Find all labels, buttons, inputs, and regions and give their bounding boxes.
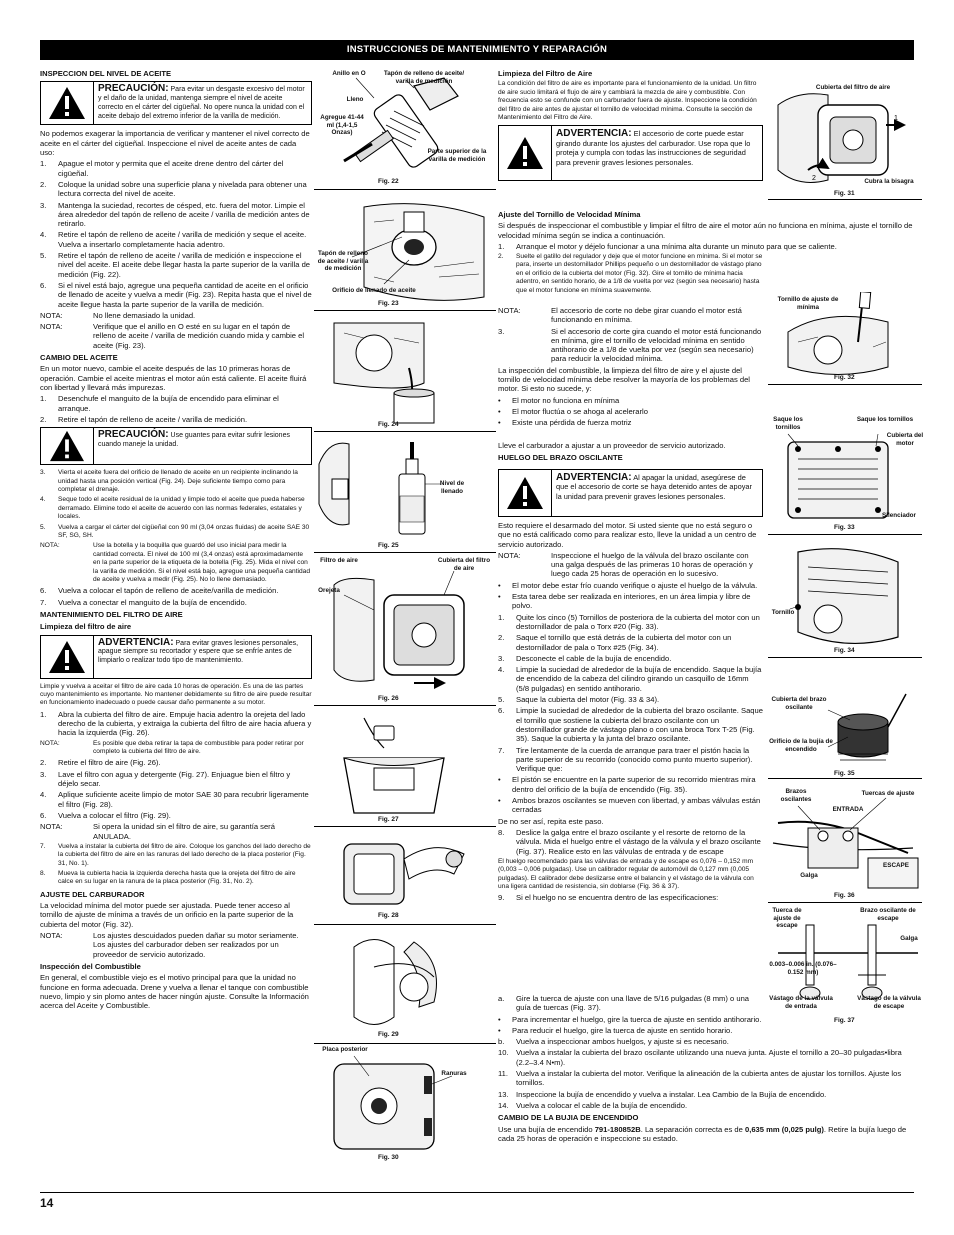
bullet-item: • Para reducir el huelgo, gire la tuerca de ajuste en sentido horario. (498, 1025, 733, 1035)
step-11: 11. Vuelva a instalar la cubierta del motor. Verifique la alineación de la cubierta antes de ajustar los tornillos. Ajuste los tornillos. (498, 1069, 902, 1088)
figure-26: Filtro de aire Cubierta del filtro de aire Orejeta Fig. 26 (314, 555, 496, 705)
list-item: 6. Limpie la suciedad de alrededor de la cubierta del brazo oscilante. Saque el tornillo que sostiene la cubierta del brazo oscilante con un destornillador grande de vástago plano o con una broca Torx T-25 (Fig. 35). Saque la cubierta y la junta del brazo oscilante. (498, 706, 763, 744)
warning-text: Al apagar la unidad, asegúrese de que el accesorio de corte se haya detenido antes de apoyar la unidad para prevenir graves lesiones personales. (556, 473, 752, 501)
caution-title: PRECAUCIÓN: (98, 83, 169, 95)
idle-intro: Si después de inspeccionar el combustible y limpiar el filtro de aire el motor aún no funciona en mínima, ajuste el tornillo de velocidad mínima según se indica a continuación. (498, 221, 913, 240)
list-item: 1. Quite los cinco (5) Tornillos de posteriora de la cubierta del motor con un destornillador de pala o Torx #20 (Fig. 33). (498, 612, 760, 631)
idle-notes (498, 306, 763, 430)
idle-step-1: 1. Arranque el motor y déjelo funcionar a una mínima alta durante un minuto para que se caliente. (498, 241, 837, 251)
warning-triangle-icon (47, 85, 87, 121)
caution-text: Use guantes para evitar sufrir lesiones cuando maneje la unidad. (98, 432, 290, 448)
list-item: 2. Retire el tapón de relleno de aceite / varilla de medición. (40, 414, 248, 424)
fuel-text: En general, el combustible viejo es el motivo principal para que la unidad no funcione en forma adecuada. Drene y vuelva a llenar el tanque con combustible nuevo, limpio y sin plomo antes de hacer ningún ajuste. Consulte la Información acerca del Aceite y Combustible. (40, 973, 309, 1011)
list-item: 8. Mueva la cubierta hacia la izquierda derecha hasta que la orejeta del filtro de aire calce en su lugar en la ranura de la placa posterior (Fig. 31, No. 2). (40, 870, 296, 886)
warning-text: Para evitar graves lesiones personales, apague siempre su recortador y espere que se enfríe antes de limpiarlo o realizar todo tipo de mantenimiento. (98, 639, 299, 665)
warning-box-4 (498, 125, 763, 181)
figure-23: Tapón de relleno de aceite / varilla de medición Orificio de llenado de aceite Fig. 23 (314, 192, 496, 310)
list-item: 5. Saque la cubierta del motor (Fig. 33 & 34). (498, 695, 660, 705)
warning-box-5 (498, 469, 763, 517)
figure-31: 2 1 Cubierta del filtro de aire Cubra la bisagra Fig. 31 (768, 80, 922, 198)
list-item: 3. Vierta el aceite fuera del orificio de llenado de aceite en un recipiente inclinando la unidad hasta una posición vertical (Fig. 24). Deje suficiente tiempo como para completar el drenaje. (40, 469, 298, 493)
oil-change-note: NOTA: Use la botella y la boquilla que guardó del uso inicial para medir la cantidad correcta. El nivel de 100 ml (3,4 onzas) está aproximadamente en la parte superior de la etiqueta de la botella (Fig. 25). Mida el nivel con la varilla de medición. Si el nivel está bajo, agregue una pequeña cantidad de aceite y vuelva a medir (Fig. 25). No lo llene demasiado. (40, 542, 311, 583)
warning-title: ADVERTENCIA: (556, 472, 632, 483)
rocker-step-9: 9. Si el huelgo no se encuentra dentro de las especificaciones: (498, 893, 719, 903)
column-right (498, 66, 763, 185)
rocker-spec: El huelgo recomendado para las válvulas de entrada y de escape es 0,076 – 0,152 mm (0,003 – 0,006 pulgadas). Use un calibrador regular de automóvil de 0,127 mm (0,005 pulgadas). El calibrador debe deslizarse entre el balancín y el vástago de la válvula con una ligera cantidad de resistencia, sin doblarse (Fig. 36 & 37). (498, 857, 754, 891)
filter-intro: Limpie y vuelva a aceitar el filtro de aire cada 10 horas de operación. Es una de las partes cuyo mantenimiento es importante. No mantener debidamente su filtro de aire puede resultar en funcionamiento inadecuado o puede causar daño permanente a su motor. (40, 682, 312, 707)
rear-screw-illustration (768, 537, 922, 657)
list-item: 2. Coloque la unidad sobre una superficie plana y nivelada para obtener una lectura correcta del nivel de aceite. (40, 179, 307, 199)
idle-note: NOTA: El accesorio de corte no debe girar cuando el motor está funcionando en mínima. (498, 306, 742, 325)
spark-plug-heading: CAMBIO DE LA BUJIA DE ENCENDIDO (498, 1113, 639, 1123)
oil-change-heading: CAMBIO DEL ACEITE (40, 353, 118, 363)
step-10: 10. Vuelva a instalar la cubierta del brazo oscilante utilizando una nueva junta. Ajuste el tornillo a 20–30 pulgadas•libra (2.2–3.4 N•m). (498, 1048, 902, 1067)
rocker-bullets-2 (498, 775, 763, 814)
list-item: 4. Limpie la suciedad de alrededor de la bujía de encendido. Saque la bujía de encendido de la cabeza del cilindro girando un casquillo de 16mm (5/8 pulgadas) en sentido antihorario. (498, 665, 762, 693)
figure-28: Fig. 28 (314, 829, 496, 924)
list-item: 5. Vuelva a cargar el cárter del cigüeñal con 90 ml (3,04 onzas fluidas) de aceite SAE 30 SF, SG, SH. (40, 523, 310, 539)
filter-steps-3 (40, 843, 312, 887)
page-number: 14 (40, 1196, 54, 1210)
rocker-intro: Esto requiere el desarmado del motor. Si usted siente que no está seguro o que no está calificado como para realizar esto, lleve la unidad a un centro de servicio autorizado. (498, 521, 757, 549)
oil-check-heading: INSPECCION DEL NIVEL DE ACEITE (40, 69, 172, 78)
caution-text: Para evitar un desgaste excesivo del motor y el daño de la unidad, mantenga siempre el nivel de aceite correcto en el cárter del cigüeñal. No opere nunca la unidad con el aceite debajo del extremo inferior de la varilla de medición. (98, 86, 305, 120)
list-item: 1. Desenchufe el manguito de la bujía de encendido para eliminar el arranque. (40, 394, 279, 413)
rocker-note: NOTA: Inspeccione el huelgo de la válvula del brazo oscilante con una galga después de las primeras 10 horas de operación y luego cada 25 horas de operación en lo sucesivo. (498, 550, 753, 579)
list-item: 2. Saque el tornillo que está detrás de la cubierta del motor con un destornillador de pala o Torx #25 (Fig. 34). (498, 633, 732, 652)
idle-step-2: 2. Suelte el gatillo del regulador y deje que el motor funcione en mínima. Si el motor se para, inserte un destornillador Phillips pequeño o un destornillador de vástago plano en el orificio de la cubierta del motor (Fig. 32). Gire el tornillo de mínima hacia adentro, en sentido horario, de a 1/8 de vuelta por vez (según sea necesario) hasta que el motor funcione en mínima suavemente. (498, 253, 763, 294)
idle-section (498, 207, 920, 253)
list-item: 3. Desconecte el cable de la bujía de encendido. (498, 653, 672, 663)
warning-box-3 (40, 635, 312, 679)
list-item: NOTA: No llene demasiado la unidad. (40, 310, 196, 320)
oil-change-steps-3 (40, 586, 312, 607)
list-item: 7. Vuelva a conectar el manguito de la bujía de encendido. (40, 597, 247, 607)
figure-27: Fig. 27 (314, 708, 496, 826)
carb-intro: La velocidad mínima del motor puede ser ajustada. Puede tener acceso al tornillo de ajuste de mínima a través de un orificio en la parte superior de la cubierta del motor (Fig. 32). (40, 901, 294, 929)
list-item: 1. Apague el motor y permita que el aceite drene dentro del cárter del cigüeñal. (40, 159, 284, 178)
oil-change-intro: En un motor nuevo, cambie el aceite después de las 10 primeras horas de operación. Cambie el aceite mientras el motor aún está caliente. El aceite fluirá con libertad y llevará más impurezas. (40, 364, 307, 392)
idle-end-text: Lleve el carburador a ajustar a un proveedor de servicio autorizado. (498, 441, 726, 450)
bullet-item: • Esta tarea debe ser realizada en interiores, en un área limpia y libre de polvo. (498, 592, 751, 611)
section-banner: INSTRUCCIONES DE MANTENIMIENTO Y REPARACIÓN (40, 40, 914, 60)
clean-filter-text: La condición del filtro de aire es importante para el funcionamiento de la unidad. Un filtro de aire sucio limitará el flujo de aire y cambiará la mezcla de aire y combustible. Con frecuencia esto se confunde con un carburador fuera de ajuste. Inspeccione la condición del filtro de aire antes de ajustar el tornillo de velocidad mínima. Consulte la sección de Mantenimiento del Filtro de Aire. (498, 80, 757, 121)
rocker-bullets-1 (498, 581, 763, 611)
oil-drain-illustration (314, 313, 496, 431)
idle-bullets (498, 396, 763, 428)
air-filter-removal-illustration (314, 555, 496, 705)
list-item: 4. Retire el tapón de relleno de aceite / varilla de medición y seque el aceite. Vuelva a insertarlo completamente hacia adentro. (40, 230, 307, 249)
list-item: 2. Retire el filtro de aire (Fig. 26). (40, 758, 161, 768)
step-14: 14. Vuelva a colocar el cable de la bujía de encendido. (498, 1100, 688, 1110)
bullet-item: • Existe una pérdida de fuerza motriz (498, 418, 632, 428)
warning-triangle-icon (505, 135, 545, 171)
bullet-item: • El motor no funciona en mínima (498, 395, 620, 405)
warning-triangle-icon (47, 429, 87, 463)
list-item: 6. Vuelva a colocar el filtro (Fig. 29). (40, 810, 171, 820)
warning-title: ADVERTENCIA: (98, 636, 174, 648)
idle-heading: Ajuste del Tornillo de Velocidad Mínima (498, 210, 641, 219)
warning-triangle-icon (47, 639, 87, 675)
list-item: 3. Lave el filtro con agua y detergente (Fig. 27). Enjuague bien el filtro y déjelo secar. (40, 769, 291, 789)
figure-34: Tornillo Fig. 34 (768, 537, 922, 657)
step-a: a. Gire la tuerca de ajuste con una llave de 5/16 pulgadas (8 mm) o una guía de tuercas (Fig. 37). (498, 994, 750, 1013)
rocker-repeat: De no ser así, repita este paso. (498, 816, 604, 826)
figure-29: Fig. 29 (314, 927, 496, 1043)
svg-text:1: 1 (894, 115, 898, 122)
carb-heading: AJUSTE DEL CARBURADOR (40, 889, 145, 899)
clean-filter-heading: Limpieza del Filtro de Aire (498, 69, 593, 78)
svg-text:2: 2 (812, 175, 816, 182)
bullet-item: • El motor debe estar frío cuando verifique o ajuste el huelgo de la válvula. (498, 580, 758, 590)
idle-steps (498, 253, 763, 297)
oil-filter-illustration (314, 829, 496, 924)
list-item: NOTA: Verifique que el anillo en O esté en su lugar en el tapón de relleno de aceite / varilla de medición cuando mida y cambie el aceite (Fig. 23). (40, 322, 305, 350)
column-left (40, 66, 312, 1012)
bullet-item: • Ambos brazos oscilantes se mueven con libertad, y ambas válvulas están cerradas (498, 796, 761, 815)
list-item: 4. Seque todo el aceite residual de la unidad y limpie todo el aceite que pueda haberse derramado. Elimine todo el aceite de acuerdo con las normas federales, estatales y locales. (40, 496, 305, 521)
carb-note: NOTA: Los ajustes descuidados pueden dañar su motor seriamente. Los ajustes del carburador deben ser realizados por un proveedor de servicio autorizado. (40, 931, 299, 959)
oil-intro: No podemos exagerar la importancia de verificar y mantener el nivel correcto de aceite en el cárter del cigüeñal. Inspeccione el nivel de aceite antes de cada uso: (40, 129, 310, 158)
idle-step-3: 3. Si el accesorio de corte gira cuando el motor está funcionando en mínima, gire el tornillo de velocidad mínima en sentido antihorario de a 1/8 de vuelta por vez (según sea necesario) para reducir la velocidad mínima. (498, 326, 762, 364)
spark-plug-text: Use una bujía de encendido 791-180852B. La separación correcta es de 0,635 mm (0,025 pulg). Retire la bujía luego de cada 25 horas de operación e inspeccione su estado. (498, 1124, 907, 1143)
air-filter-sub: Limpieza del filtro de aire (40, 622, 132, 632)
warning-title: ADVERTENCIA: (556, 128, 632, 140)
install-filter-illustration (314, 927, 496, 1043)
bullet-item: • Para incrementar el huelgo, gire la tuerca de ajuste en sentido antihorario. (498, 1014, 762, 1024)
figure-37: Tuerca de ajuste de escape Brazo oscilante de escape Galga 0.003–0.006 in. (0.076–0.152 mm) Vástago de la válvula de entrada Vástago de la válvula de escape Fig. 37 (769, 907, 921, 1024)
idle-summary: La inspección del combustible, la limpieza del filtro de aire y el ajuste del tornillo de velocidad mínima debe resolver la mayoría de los problemas del motor. Si esto no sucede, y: (498, 365, 750, 394)
list-item: 5. Retire el tapón de relleno de aceite / varilla de medición e inspeccione el nivel del aceite. El aceite debe llegar hasta la parte superior de la varilla de medición (Fig. 22). (40, 251, 311, 279)
oil-change-steps-2 (40, 469, 312, 540)
filter-steps-2 (40, 758, 312, 820)
figure-36: Brazos oscilantes Tuercas de ajuste ENTRADA ESCAPE Galga Fig. 36 (768, 788, 922, 902)
figure-35: Cubierta del brazo oscilante Orificio de la bujía de encendido Fig. 35 (768, 692, 922, 778)
caution-box-2 (40, 427, 312, 465)
rocker-steps (498, 613, 763, 774)
bullet-item: • El pistón se encuentre en la parte superior de su recorrido mientras mira dentro del orificio de la bujía de encendido (Fig. 35). (498, 775, 756, 794)
filter-note-2: NOTA: Si opera la unidad sin el filtro de aire, su garantía será ANULADA. (40, 822, 275, 841)
list-item: 7. Tire lentamente de la cuerda de arranque para traer el pistón hacia la parte superior de su recorrido (conocido como punto muerto superior). Verifique que: (498, 745, 753, 774)
figure-32: Tornillo de ajuste de mínima Fig. 32 (768, 292, 922, 384)
filter-note-1: NOTA: Es posible que deba retirar la tapa de combustible para poder retirar por completo la cubierta del filtro de aire. (40, 739, 304, 756)
list-item: 4. Aplique suficiente aceite limpio de motor SAE 30 para recubrir ligeramente el filtro (Fig. 28). (40, 790, 309, 809)
oil-steps-list (40, 159, 312, 308)
oil-change-steps (40, 394, 312, 424)
filter-steps (40, 710, 312, 738)
fuel-heading: Inspección del Combustible (40, 961, 141, 971)
figure-22: Anillo en O Tapón de relleno de aceite/ varilla de medición Lleno Agregue 41-44 ml (1,4-1,5 Onzas) Parte superior de la varilla de medición Fig. 22 (314, 66, 496, 190)
list-item: 1. Abra la cubierta del filtro de aire. Empuje hacia adentro la orejeta del lado derecho de la cubierta, y extraiga la cubierta del filtro de aire hacia afuera y hacia la izquierda (Fig. 26). (40, 709, 312, 738)
list-item: 7. Vuelva a instalar la cubierta del filtro de aire. Coloque los ganchos del lado derecho de la cubierta del filtro de aire en las ranuras del lado derecho de la placa posterior (Fig. 31, No. 1). (40, 842, 311, 867)
step-13: 13. Inspeccione la bujía de encendido y vuelva a instalar. Lea Cambio de la Bujía de encendido. (498, 1089, 827, 1099)
step-b: b. Vuelva a inspeccionar ambos huelgos, y ajuste si es necesario. (498, 1037, 729, 1047)
wash-filter-illustration (314, 708, 496, 826)
oil-notes (40, 311, 312, 350)
warning-text: El accesorio de corte puede estar girando durante los ajustes del carburador. Use ropa que lo proteja y cumpla con todas las instrucciones de seguridad para prevenir graves lesiones personales. (556, 129, 751, 167)
back-plate-illustration (314, 1046, 496, 1164)
list-item: 6. Vuelva a colocar el tapón de relleno de aceite/varilla de medición. (40, 586, 279, 596)
rocker-section (498, 466, 763, 905)
caution-box-1 (40, 81, 312, 125)
warning-triangle-icon (505, 475, 545, 511)
figure-25: Nivel de llenado Fig. 25 (314, 434, 496, 552)
list-item: 6. Si el nivel está bajo, agregue una pequeña cantidad de aceite en el orificio de llenado de aceite y vuelva a medir (Fig. 23). Repita hasta que el nivel de aceite llegue hasta la parte superior de la varilla de medición. (40, 280, 312, 309)
list-item: 3. Mantenga la suciedad, recortes de césped, etc. fuera del motor. Limpie el área alrededor del tapón de relleno de aceite / varilla de medición antes de retirarlo. (40, 200, 310, 229)
rocker-heading: HUELGO DEL BRAZO OSCILANTE (498, 453, 623, 463)
caution-title: PRECAUCIÓN: (98, 429, 169, 441)
figure-30: Placa posterior Ranuras Fig. 30 (314, 1046, 496, 1164)
bullet-item: • El motor fluctúa o se ahoga al acelerarlo (498, 406, 648, 416)
figure-24: Fig. 24 (314, 313, 496, 431)
air-filter-heading: MANTENIMIENTO DEL FILTRO DE AIRE (40, 609, 183, 619)
rocker-step-8: 8. Deslice la galga entre el brazo oscilante y el resorte de retorno de la válvula. Mida el huelgo entre el vástago de la válvula y el brazo oscilante (Fig. 37). Realice esto en las válvulas de entrada y de escape (498, 827, 761, 856)
figure-33: Saque los tornillos Saque los tornillos Cubierta del motor Silenciador Fig. 33 (768, 414, 922, 534)
